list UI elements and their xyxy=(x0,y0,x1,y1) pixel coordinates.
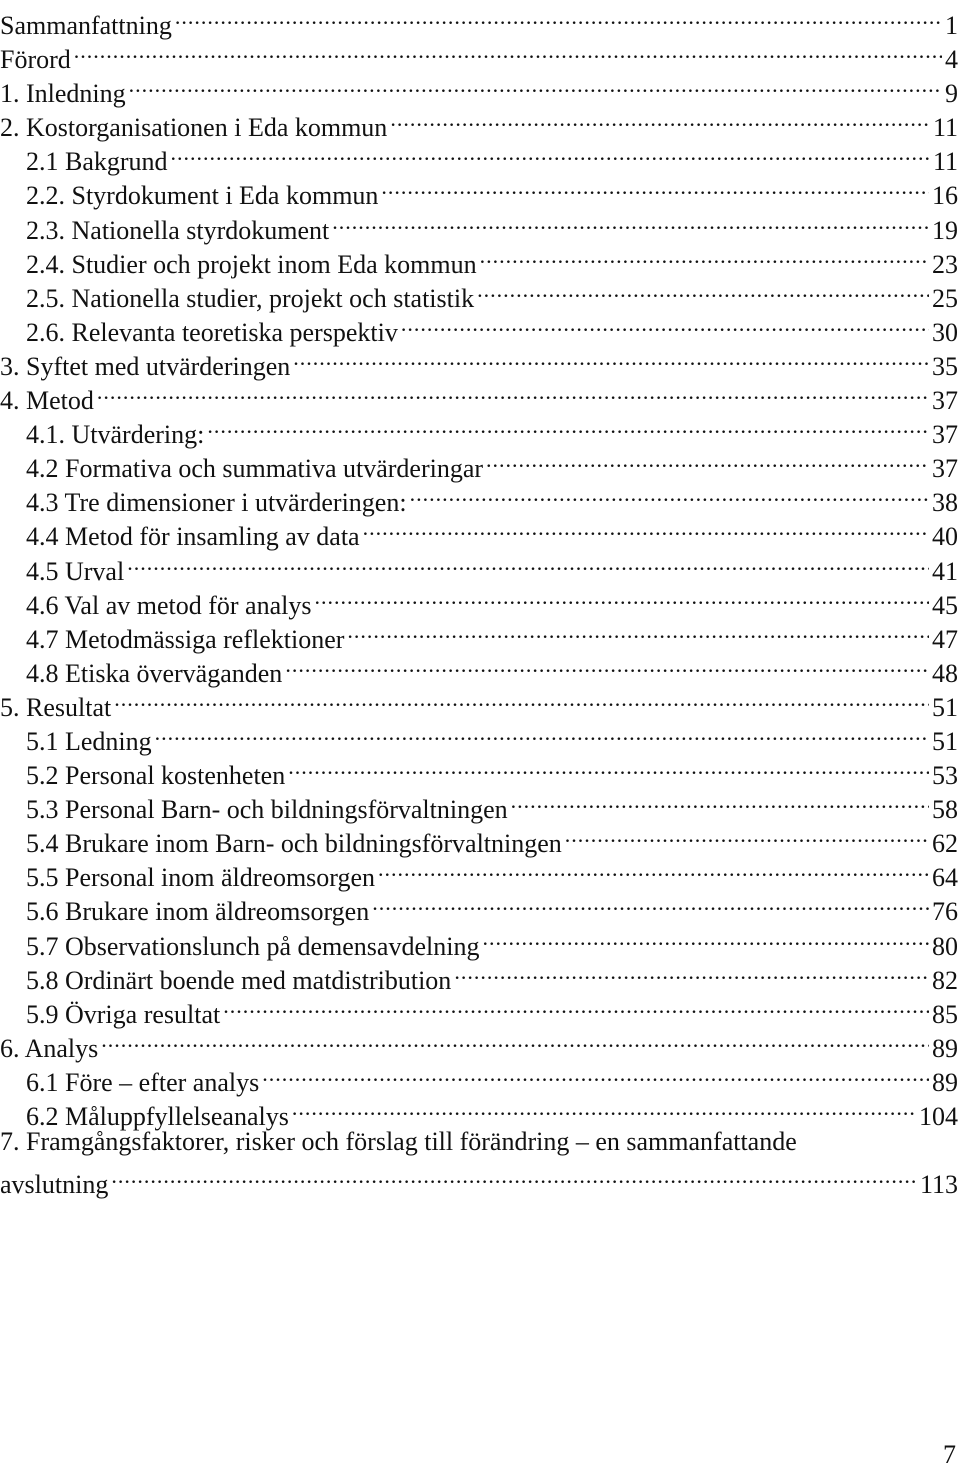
dot-leader xyxy=(207,409,929,443)
dot-leader xyxy=(378,852,929,886)
toc-entry-title: 2.3. Nationella styrdokument xyxy=(26,215,330,245)
toc-entry-page: 58 xyxy=(932,795,958,825)
toc-entry-title: 1. Inledning xyxy=(0,79,126,109)
toc-entry[interactable] xyxy=(0,273,960,313)
toc-entry[interactable] xyxy=(0,886,960,927)
toc-entry-title: 5.8 Ordinärt boende med matdistribution xyxy=(26,965,452,995)
toc-entry-page: 37 xyxy=(932,386,958,416)
toc-entry-title: 5.9 Övriga resultat xyxy=(26,999,221,1029)
toc-entry-page: 82 xyxy=(932,965,958,995)
toc-entry-title: 4.4 Metod för insamling av data xyxy=(26,522,360,552)
toc-entry-page: 64 xyxy=(932,863,958,893)
toc-entry-page: 51 xyxy=(932,726,958,756)
toc-entry-page: 113 xyxy=(919,1170,958,1200)
toc-entry[interactable] xyxy=(0,1023,960,1063)
dot-leader xyxy=(372,886,929,920)
toc-entry[interactable] xyxy=(0,852,960,893)
toc-entry[interactable] xyxy=(0,614,960,654)
toc-entry-title: 6. Analys xyxy=(0,1033,99,1063)
dot-leader xyxy=(129,68,942,102)
dot-leader xyxy=(332,205,929,239)
dot-leader xyxy=(381,170,929,204)
toc-entry-page: 30 xyxy=(932,317,958,347)
toc-entry-page: 4 xyxy=(945,45,958,75)
toc-entry-title: 2.2. Styrdokument i Eda kommun xyxy=(26,181,379,211)
toc-entry[interactable] xyxy=(0,68,960,109)
toc-entry-page: 45 xyxy=(932,590,958,620)
dot-leader xyxy=(292,1091,916,1125)
toc-entry-title: 5.6 Brukare inom äldreomsorgen xyxy=(26,897,370,927)
toc-entry-page: 35 xyxy=(932,351,958,381)
toc-entry-title-line2: avslutning xyxy=(0,1170,109,1200)
page-number: 7 xyxy=(943,1440,956,1469)
toc-entry-page: 53 xyxy=(932,761,958,791)
dot-leader xyxy=(155,716,929,750)
toc-entry-title: 4.2 Formativa och summativa utvärderingar xyxy=(26,454,484,484)
toc-entry-page: 40 xyxy=(932,522,958,552)
toc-entry[interactable] xyxy=(0,1091,960,1131)
toc-entry-page: 11 xyxy=(932,113,958,143)
toc-entry[interactable] xyxy=(0,0,960,40)
toc-entry[interactable] xyxy=(0,409,960,450)
toc-entry-title: 5.3 Personal Barn- och bildningsförvaltningen xyxy=(26,795,508,825)
dot-leader xyxy=(288,750,929,784)
toc-entry-page: 9 xyxy=(945,79,958,109)
toc-entry-title: 2.1 Bakgrund xyxy=(26,147,168,177)
toc-entry-page: 48 xyxy=(932,658,958,688)
toc-entry-page: 41 xyxy=(932,556,958,586)
toc-entry[interactable] xyxy=(0,921,960,961)
toc-entry-page: 1 xyxy=(945,11,958,40)
dot-leader xyxy=(480,239,929,273)
toc-entry-final[interactable] xyxy=(0,1125,960,1200)
toc-entry-title: 5.1 Ledning xyxy=(26,726,152,756)
dot-leader xyxy=(114,682,929,716)
dot-leader xyxy=(401,307,929,341)
dot-leader xyxy=(363,511,929,545)
toc-entry-page: 89 xyxy=(932,1067,958,1097)
toc-entry[interactable] xyxy=(0,955,960,995)
toc-entry-page: 89 xyxy=(932,1033,958,1063)
toc-entry[interactable] xyxy=(0,648,960,688)
toc-entry-page: 25 xyxy=(932,283,958,313)
dot-leader xyxy=(390,102,930,136)
toc-entry-page: 37 xyxy=(932,454,958,484)
dot-leader xyxy=(175,0,942,34)
toc-entry[interactable] xyxy=(0,580,960,620)
toc-entry-page: 47 xyxy=(932,624,958,654)
toc-entry[interactable] xyxy=(0,375,960,416)
toc-entry-page: 19 xyxy=(932,215,958,245)
toc-entry-title: 5. Resultat xyxy=(0,692,112,722)
toc-entry-page: 85 xyxy=(932,999,958,1029)
toc-entry[interactable] xyxy=(0,170,960,211)
toc-entry[interactable] xyxy=(0,989,960,1029)
toc-entry-title: 4.8 Etiska överväganden xyxy=(26,658,283,688)
toc-entry-page: 16 xyxy=(932,181,958,211)
dot-leader xyxy=(293,341,929,375)
toc-entry-title: 5.4 Brukare inom Barn- och bildningsförvaltningen xyxy=(26,829,562,859)
toc-entry[interactable] xyxy=(0,443,960,484)
toc-entry-page: 38 xyxy=(932,488,958,518)
toc-entry-page: 23 xyxy=(932,249,958,279)
dot-leader xyxy=(262,1057,929,1091)
toc-entry-title-line1: 7. Framgångsfaktorer, risker och förslag till förändring – en sammanfattande xyxy=(0,1127,797,1157)
dot-leader xyxy=(97,375,929,409)
dot-leader xyxy=(347,614,929,648)
dot-leader xyxy=(410,477,929,511)
toc-entry[interactable] xyxy=(0,511,960,552)
toc-entry-title: 2.4. Studier och projekt inom Eda kommun xyxy=(26,249,477,279)
dot-leader xyxy=(285,648,929,682)
dot-leader xyxy=(101,1023,929,1057)
toc-entry[interactable] xyxy=(0,34,960,75)
toc-entry-page: 80 xyxy=(932,931,958,961)
toc-entry-title: 3. Syftet med utvärderingen xyxy=(0,351,291,381)
toc-entry[interactable] xyxy=(0,477,960,518)
toc-entry-page: 11 xyxy=(932,147,958,177)
dot-leader xyxy=(454,955,929,989)
toc-entry-title: 4.7 Metodmässiga reflektioner xyxy=(26,624,345,654)
toc-entry-title: 6.2 Måluppfyllelseanalys xyxy=(26,1102,289,1131)
toc-entry[interactable] xyxy=(0,716,960,756)
toc-entry-page: 62 xyxy=(932,829,958,859)
dot-leader xyxy=(127,546,929,580)
toc-entry-title: 4. Metod xyxy=(0,386,94,416)
toc-entry-title: 6.1 Före – efter analys xyxy=(26,1067,260,1097)
toc-entry[interactable] xyxy=(0,546,960,586)
dot-leader xyxy=(511,784,929,818)
toc-entry[interactable] xyxy=(0,102,960,143)
dot-leader xyxy=(565,818,929,852)
toc-entry-title: 4.5 Urval xyxy=(26,556,125,586)
dot-leader xyxy=(477,273,929,307)
toc-entry-title: Förord xyxy=(0,45,71,75)
toc-entry-title: 5.7 Observationslunch på demensavdelning xyxy=(26,931,480,961)
toc-entry[interactable] xyxy=(0,682,960,722)
toc-entry-page: 51 xyxy=(932,692,958,722)
dot-leader xyxy=(111,1159,917,1193)
dot-leader xyxy=(314,580,929,614)
dot-leader xyxy=(486,443,929,477)
toc-entry[interactable] xyxy=(0,818,960,859)
toc-entry[interactable] xyxy=(0,341,960,381)
toc-entry[interactable] xyxy=(0,307,960,347)
toc-entry-title: Sammanfattning xyxy=(0,11,172,40)
toc-entry-title: 4.1. Utvärdering: xyxy=(26,420,205,450)
toc-entry[interactable] xyxy=(0,750,960,791)
toc-entry[interactable] xyxy=(0,1057,960,1097)
toc-entry-page: 37 xyxy=(932,420,958,450)
toc-entry[interactable] xyxy=(0,784,960,825)
toc-entry-page: 104 xyxy=(919,1102,958,1131)
toc-entry-title: 2.6. Relevanta teoretiska perspektiv xyxy=(26,317,398,347)
dot-leader xyxy=(482,921,929,955)
toc-entry-line2 xyxy=(0,1159,960,1200)
dot-leader xyxy=(223,989,929,1023)
toc-entry-title: 2. Kostorganisationen i Eda kommun xyxy=(0,113,388,143)
toc-entry-title: 4.3 Tre dimensioner i utvärderingen: xyxy=(26,488,407,518)
toc-entry-title: 5.5 Personal inom äldreomsorgen xyxy=(26,863,376,893)
dot-leader xyxy=(74,34,942,68)
toc-entry[interactable] xyxy=(0,205,960,245)
toc-entry[interactable] xyxy=(0,239,960,279)
toc-entry-title: 2.5. Nationella studier, projekt och statistik xyxy=(26,283,475,313)
dot-leader xyxy=(171,136,930,170)
toc-entry-title: 4.6 Val av metod för analys xyxy=(26,590,312,620)
toc-entry-title: 5.2 Personal kostenheten xyxy=(26,761,286,791)
toc-entry[interactable] xyxy=(0,136,960,177)
toc-entry-page: 76 xyxy=(932,897,958,927)
